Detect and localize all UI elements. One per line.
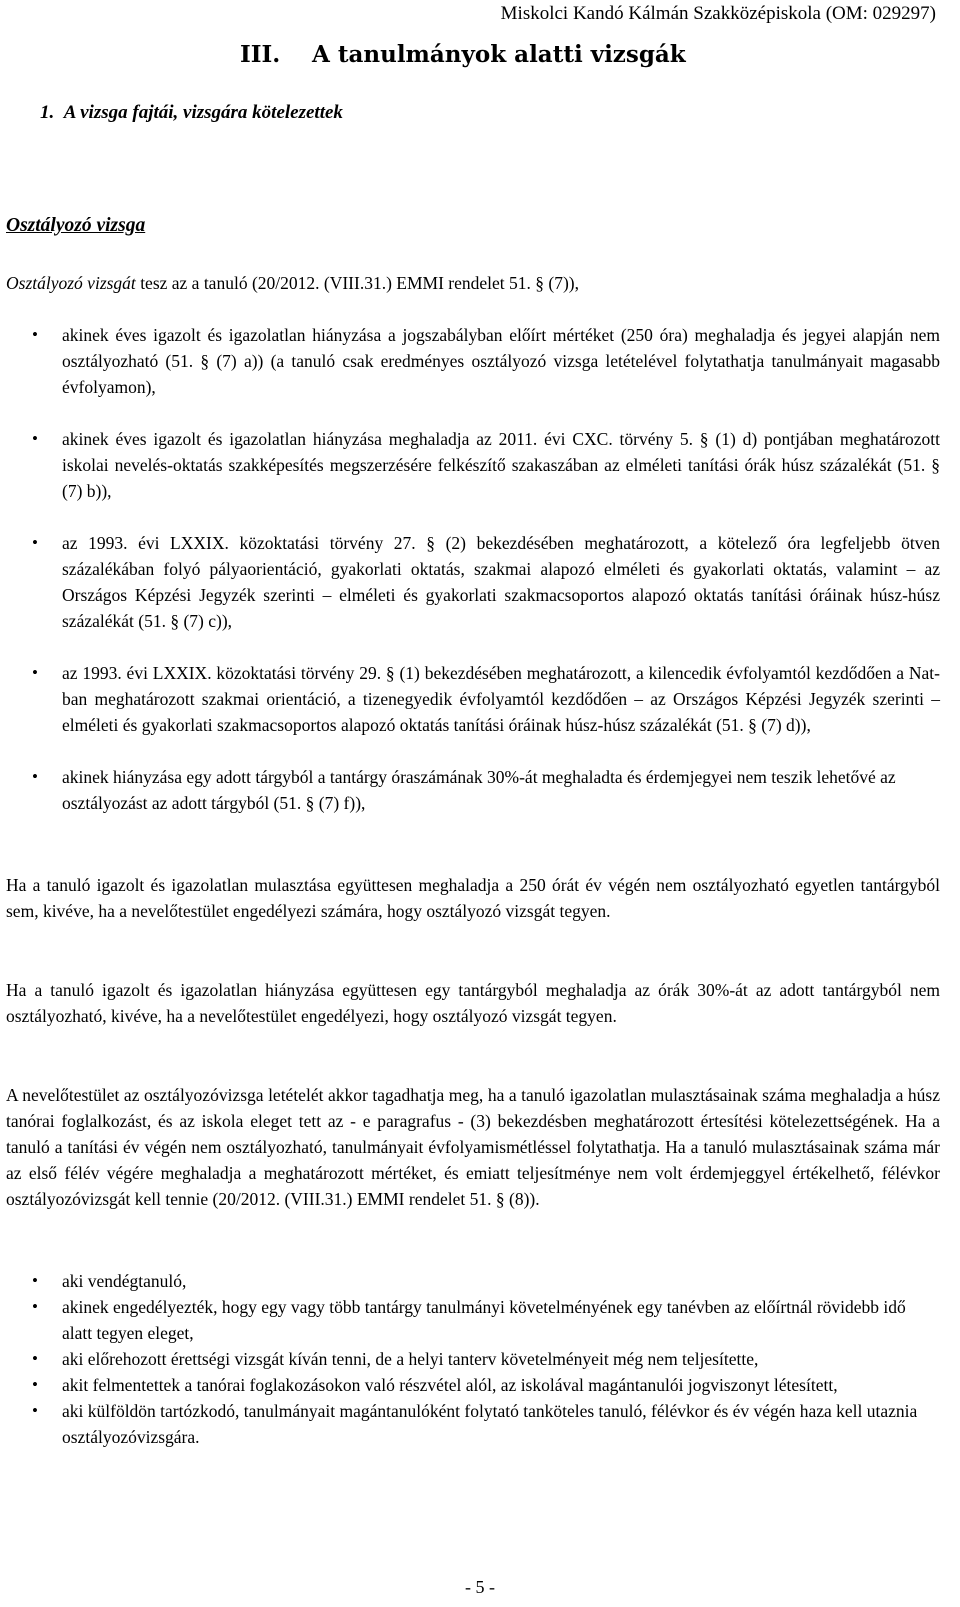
bullet-icon: • xyxy=(32,1349,38,1368)
paragraph: A nevelőtestület az osztályozóvizsga letételét akkor tagadhatja meg, ha a tanuló igazolatlan mulasztásainak száma meghaladja a húsz tanórai foglalkozást, és az iskola eleget tett az - e paragrafus - (3) bekezdésben meghatározott értesítési kötelezettségének. Ha a tanuló a tanítási év végén nem osztályozható, tanulmányait évfolyamismétléssel folytathatja. Ha a tanuló mulasztásainak száma már az első félév végére meghaladja a meghatározott mértéket, és emiatt teljesítménye nem volt érdemjeggyel értékelhető, félévkor osztályozóvizsgát kell tennie (20/2012. (VIII.31.) EMMI rendelet 51. § (8)). xyxy=(6,1085,940,1209)
bullet-icon: • xyxy=(32,1375,38,1394)
list-item xyxy=(0,1346,922,1372)
list-item-text: az 1993. évi LXXIX. közoktatási törvény 29. § (1) bekezdésében meghatározott, a kilencedik évfolyamtól kezdődően a Nat-ban meghatározott szakmai orientáció, a tizenegyedik évfolyamtól kezdődően – az Országos Képzési Jegyzék szerinti – elméleti és gyakorlati szakmacsoportos alapozó oktatás tanítási óráinak húsz-húsz százalékát (51. § (7) d)), xyxy=(62,663,940,735)
chapter-number: III. xyxy=(240,41,281,68)
bullet-icon: • xyxy=(32,325,38,344)
list-item xyxy=(0,1398,922,1450)
bullet-icon: • xyxy=(32,663,38,682)
page-number: - 5 - xyxy=(465,1577,495,1597)
bullet-icon: • xyxy=(32,533,38,552)
section-heading: 1. A vizsga fajtái, vizsgára kötelezettek xyxy=(40,102,343,123)
list-item-text: akinek hiányzása egy adott tárgyból a tantárgy óraszámának 30%-át meghaladta és érdemjegyei nem teszik lehetővé az osztályozást az adott tárgyból (51. § (7) f)), xyxy=(62,767,896,813)
paragraph: Ha a tanuló igazolt és igazolatlan hiányzása együttesen egy tantárgyból meghaladja az órák 30%-át az adott tantárgyból nem osztályozható, kivéve, ha a nevelőtestület engedélyezi, hogy osztályozó vizsgát tegyen. xyxy=(6,980,940,1026)
list-item xyxy=(0,660,940,738)
bullet-icon: • xyxy=(32,1271,38,1290)
list-item xyxy=(0,1372,922,1398)
list-item xyxy=(0,1268,922,1294)
intro-rest: tesz az a tanuló (20/2012. (VIII.31.) EMMI rendelet 51. § (7)), xyxy=(135,273,580,293)
list-item-text: akinek éves igazolt és igazolatlan hiányzása meghaladja az 2011. évi CXC. törvény 5. § (1) d) pontjában meghatározott iskolai nevelés-oktatás szakképesítés megszerzésére felkészítő szakaszában az elméleti tanítási órák húsz százalékát (51. § (7) b)), xyxy=(62,429,940,501)
subsection-heading: Osztályozó vizsga xyxy=(6,215,146,236)
paragraph: Ha a tanuló igazolt és igazolatlan mulasztása együttesen meghaladja a 250 órát év végén nem osztályozható egyetlen tantárgyból sem, kivéve, ha a nevelőtestület engedélyezi számára, hogy osztályozó vizsgát tegyen. xyxy=(6,875,940,921)
intro-paragraph xyxy=(6,270,946,296)
list-item-text: az 1993. évi LXXIX. közoktatási törvény 27. § (2) bekezdésében meghatározott, a kötelező óra legfeljebb ötven százalékában folyó pályaorientáció, gyakorlati oktatás, szakmai alapozó elméleti és gyakorlati oktatás, valamint – az Országos Képzési Jegyzék szerinti – elméleti és gyakorlati szakmacsoportos alapozó oktatás tanítási óráinak húsz-húsz százalékát (51. § (7) c)), xyxy=(62,533,940,631)
list-item-text: akinek engedélyezték, hogy egy vagy több tantárgy tanulmányi követelményének egy tanévben az előírtnál rövidebb idő alatt tegyen eleget, xyxy=(62,1297,906,1343)
chapter-heading xyxy=(240,40,686,70)
list-item xyxy=(0,764,940,816)
bullet-icon: • xyxy=(32,767,38,786)
bullet-icon: • xyxy=(32,1297,38,1316)
list-item-text: aki külföldön tartózkodó, tanulmányait magántanulóként folytató tanköteles tanuló, félévkor és év végén haza kell utaznia osztályozóvizsgára. xyxy=(62,1401,918,1447)
list-item-text: akit felmentettek a tanórai foglakozásokon való részvétel alól, az iskolával magántanulói jogviszonyt létesített, xyxy=(62,1375,838,1395)
list-item xyxy=(0,322,940,400)
eligibility-list xyxy=(0,322,940,816)
bullet-icon: • xyxy=(32,429,38,448)
page-header-school: Miskolci Kandó Kálmán Szakközépiskola (OM: 029297) xyxy=(500,3,936,24)
list-item-text: akinek éves igazolt és igazolatlan hiányzása a jogszabályban előírt mértéket (250 óra) meghaladja és jegyei alapján nem osztályozható (51. § (7) a)) (a tanuló csak eredményes osztályozó vizsga letételével folytathatja tanulmányait magasabb évfolyamon), xyxy=(62,325,940,397)
list-item-text: aki vendégtanuló, xyxy=(62,1271,187,1291)
list-item-text: aki előrehozott érettségi vizsgát kíván tenni, de a helyi tanterv követelményeit még nem teljesítette, xyxy=(62,1349,759,1369)
list-item xyxy=(0,426,940,504)
chapter-title: A tanulmányok alatti vizsgák xyxy=(312,41,686,68)
list-item xyxy=(0,530,940,634)
bullet-icon: • xyxy=(32,1401,38,1420)
intro-lead: Osztályozó vizsgát xyxy=(6,273,136,293)
exam-candidates-list xyxy=(0,1268,940,1450)
list-item xyxy=(0,1294,922,1346)
